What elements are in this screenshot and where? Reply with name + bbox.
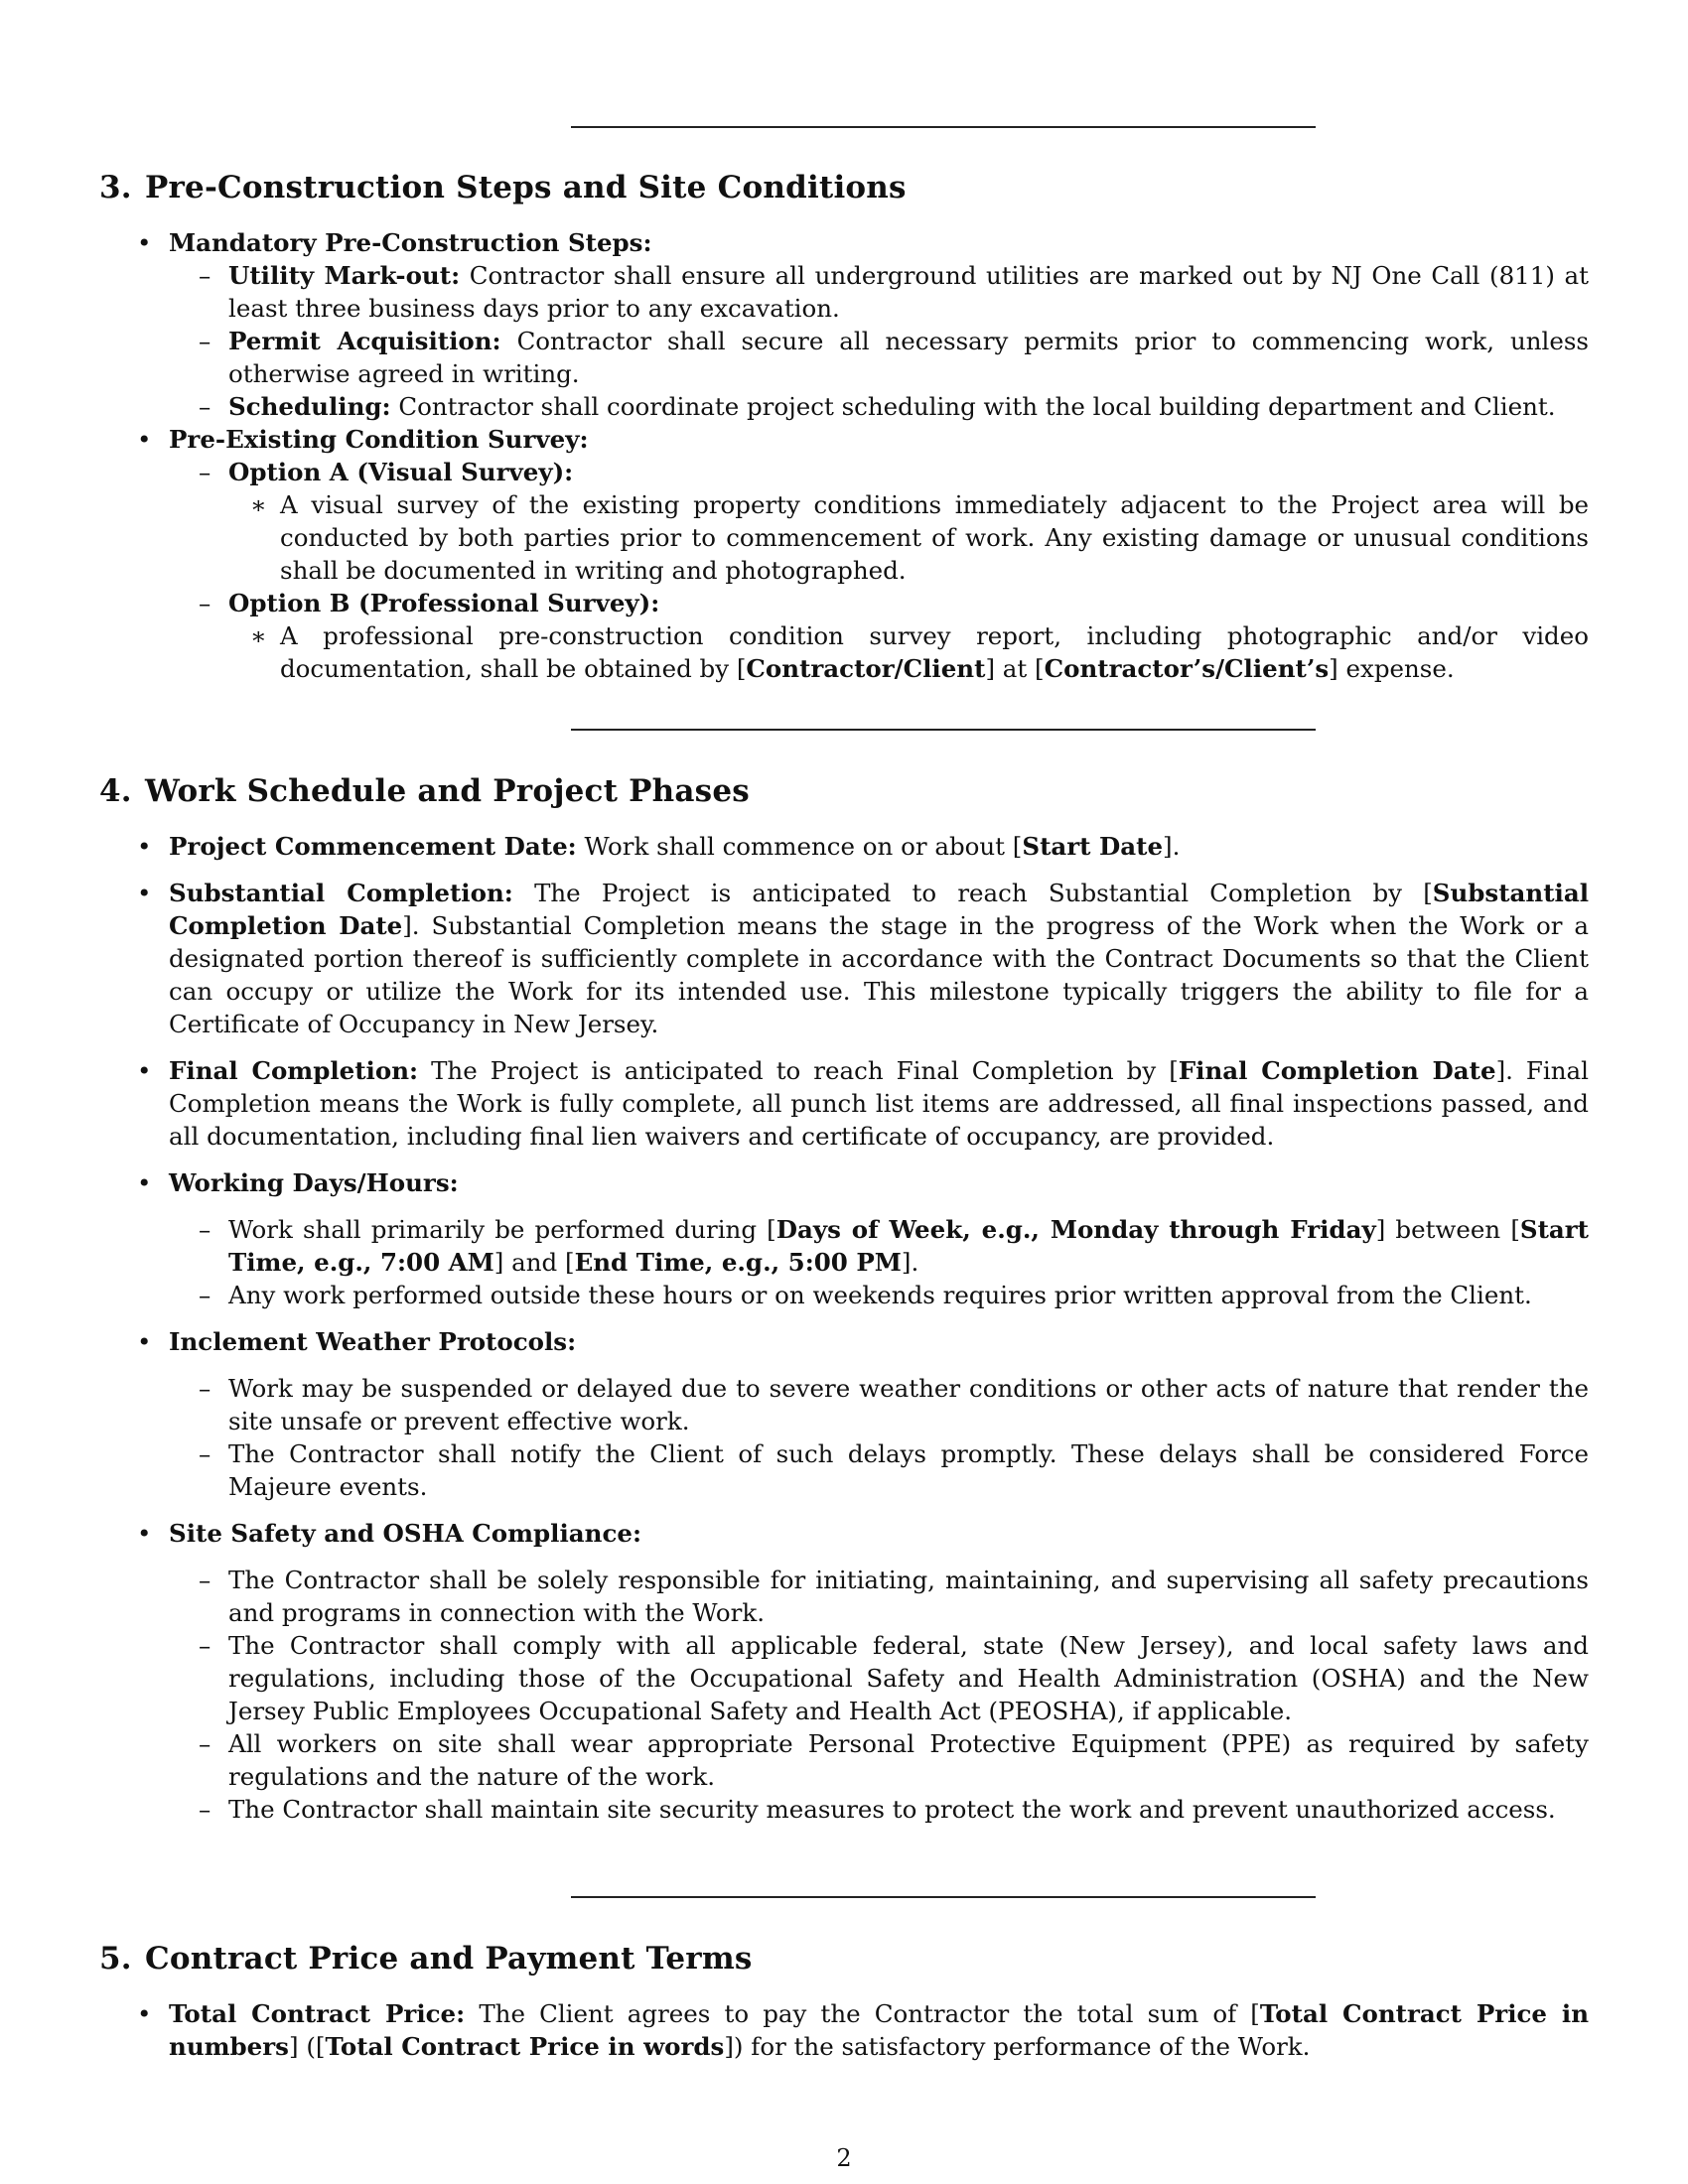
section-number: 4. (99, 773, 132, 809)
horizontal-rule (571, 1896, 1316, 1898)
list-item-permit-acquisition: – Permit Acquisition: Contractor shall secure all necessary permits prior to commencing work, unless otherwise agreed in writing. (99, 325, 1589, 390)
list-item-substantial-completion: • Substantial Completion: The Project is anticipated to reach Substantial Completion by [Substantial Completion Date]. Substantial Completion means the stage in the progress of the Work when the Work or a designated portion thereof is sufficiently complete in accordance with the Contract Documents so that the Client can occupy or utilize the Work for its intended use. This milestone typically triggers the ability to file for a Certificate of Occupancy in New Jersey. (99, 877, 1589, 1040)
section-title-text: Pre-Construction Steps and Site Conditions (145, 170, 907, 205)
list-item-commencement: • Project Commencement Date: Work shall commence on or about [Start Date]. (99, 830, 1589, 863)
section-title-text: Contract Price and Payment Terms (145, 1941, 753, 1977)
list-item-option-b: – Option B (Professional Survey): (99, 587, 1589, 619)
section-title-text: Work Schedule and Project Phases (145, 773, 750, 809)
list-item-final-completion: • Final Completion: The Project is anticipated to reach Final Completion by [Final Completion Date]. Final Completion means the Work is fully complete, all punch list items are addressed, all final inspections passed, and all documentation, including final lien waivers and certificate of occupancy, are provided. (99, 1054, 1589, 1153)
list-item-safety-3: – All workers on site shall wear appropriate Personal Protective Equipment (PPE) as required by safety regulations and the nature of the work. (99, 1727, 1589, 1793)
list-item-total-price: • Total Contract Price: The Client agrees to pay the Contractor the total sum of [Total Contract Price in numbers] ([Total Contract Price in words]) for the satisfactory performance of the Work. (99, 1997, 1589, 2063)
section-number: 3. (99, 170, 132, 205)
section-5-heading (99, 1941, 753, 1977)
horizontal-rule (571, 729, 1316, 731)
list-item-utility-markout: – Utility Mark-out: Contractor shall ensure all underground utilities are marked out by NJ One Call (811) at least three business days prior to any excavation. (99, 259, 1589, 325)
list-item-scheduling: – Scheduling: Contractor shall coordinate project scheduling with the local building department and Client. (99, 390, 1589, 423)
list-item-weather: • Inclement Weather Protocols: (99, 1325, 1589, 1358)
list-item-weather-1: – Work may be suspended or delayed due to severe weather conditions or other acts of nature that render the site unsafe or prevent effective work. (99, 1372, 1589, 1437)
section-3-heading (99, 170, 907, 205)
section-3-body (99, 226, 1589, 685)
section-4-heading (99, 773, 750, 809)
section-5-body (99, 1997, 1589, 2063)
section-4-body (99, 830, 1589, 1826)
list-item-outside-hours: – Any work performed outside these hours or on weekends requires prior written approval from the Client. (99, 1279, 1589, 1311)
list-item-safety-2: – The Contractor shall comply with all applicable federal, state (New Jersey), and local safety laws and regulations, including those of the Occupational Safety and Health Administration (OSHA) and the New Jersey Public Employees Occupational Safety and Health Act (PEOSHA), if applicable. (99, 1629, 1589, 1727)
list-item-option-a: – Option A (Visual Survey): (99, 456, 1589, 488)
list-item-option-b-text: ∗ A professional pre-construction condition survey report, including photographic and/or video documentation, shall be obtained by [Contractor/Client] at [Contractor’s/Client’s] expense. (99, 619, 1589, 685)
list-item-mandatory-steps: • Mandatory Pre-Construction Steps: (99, 226, 1589, 259)
list-item-safety-4: – The Contractor shall maintain site security measures to protect the work and prevent unauthorized access. (99, 1793, 1589, 1826)
list-item-weather-2: – The Contractor shall notify the Client of such delays promptly. These delays shall be considered Force Majeure events. (99, 1437, 1589, 1503)
section-number: 5. (99, 1941, 132, 1977)
list-item-condition-survey: • Pre-Existing Condition Survey: (99, 423, 1589, 456)
list-item-safety: • Site Safety and OSHA Compliance: (99, 1517, 1589, 1550)
page-number: 2 (836, 2144, 852, 2172)
list-item-working-days: • Working Days/Hours: (99, 1166, 1589, 1199)
list-item-safety-1: – The Contractor shall be solely responsible for initiating, maintaining, and supervising all safety precautions and programs in connection with the Work. (99, 1564, 1589, 1629)
list-item-option-a-text: ∗ A visual survey of the existing property conditions immediately adjacent to the Project area will be conducted by both parties prior to commencement of work. Any existing damage or unusual conditions shall be documented in writing and photographed. (99, 488, 1589, 587)
list-item-working-hours: – Work shall primarily be performed during [Days of Week, e.g., Monday through Friday] between [Start Time, e.g., 7:00 AM] and [End Time, e.g., 5:00 PM]. (99, 1213, 1589, 1279)
horizontal-rule (571, 126, 1316, 128)
